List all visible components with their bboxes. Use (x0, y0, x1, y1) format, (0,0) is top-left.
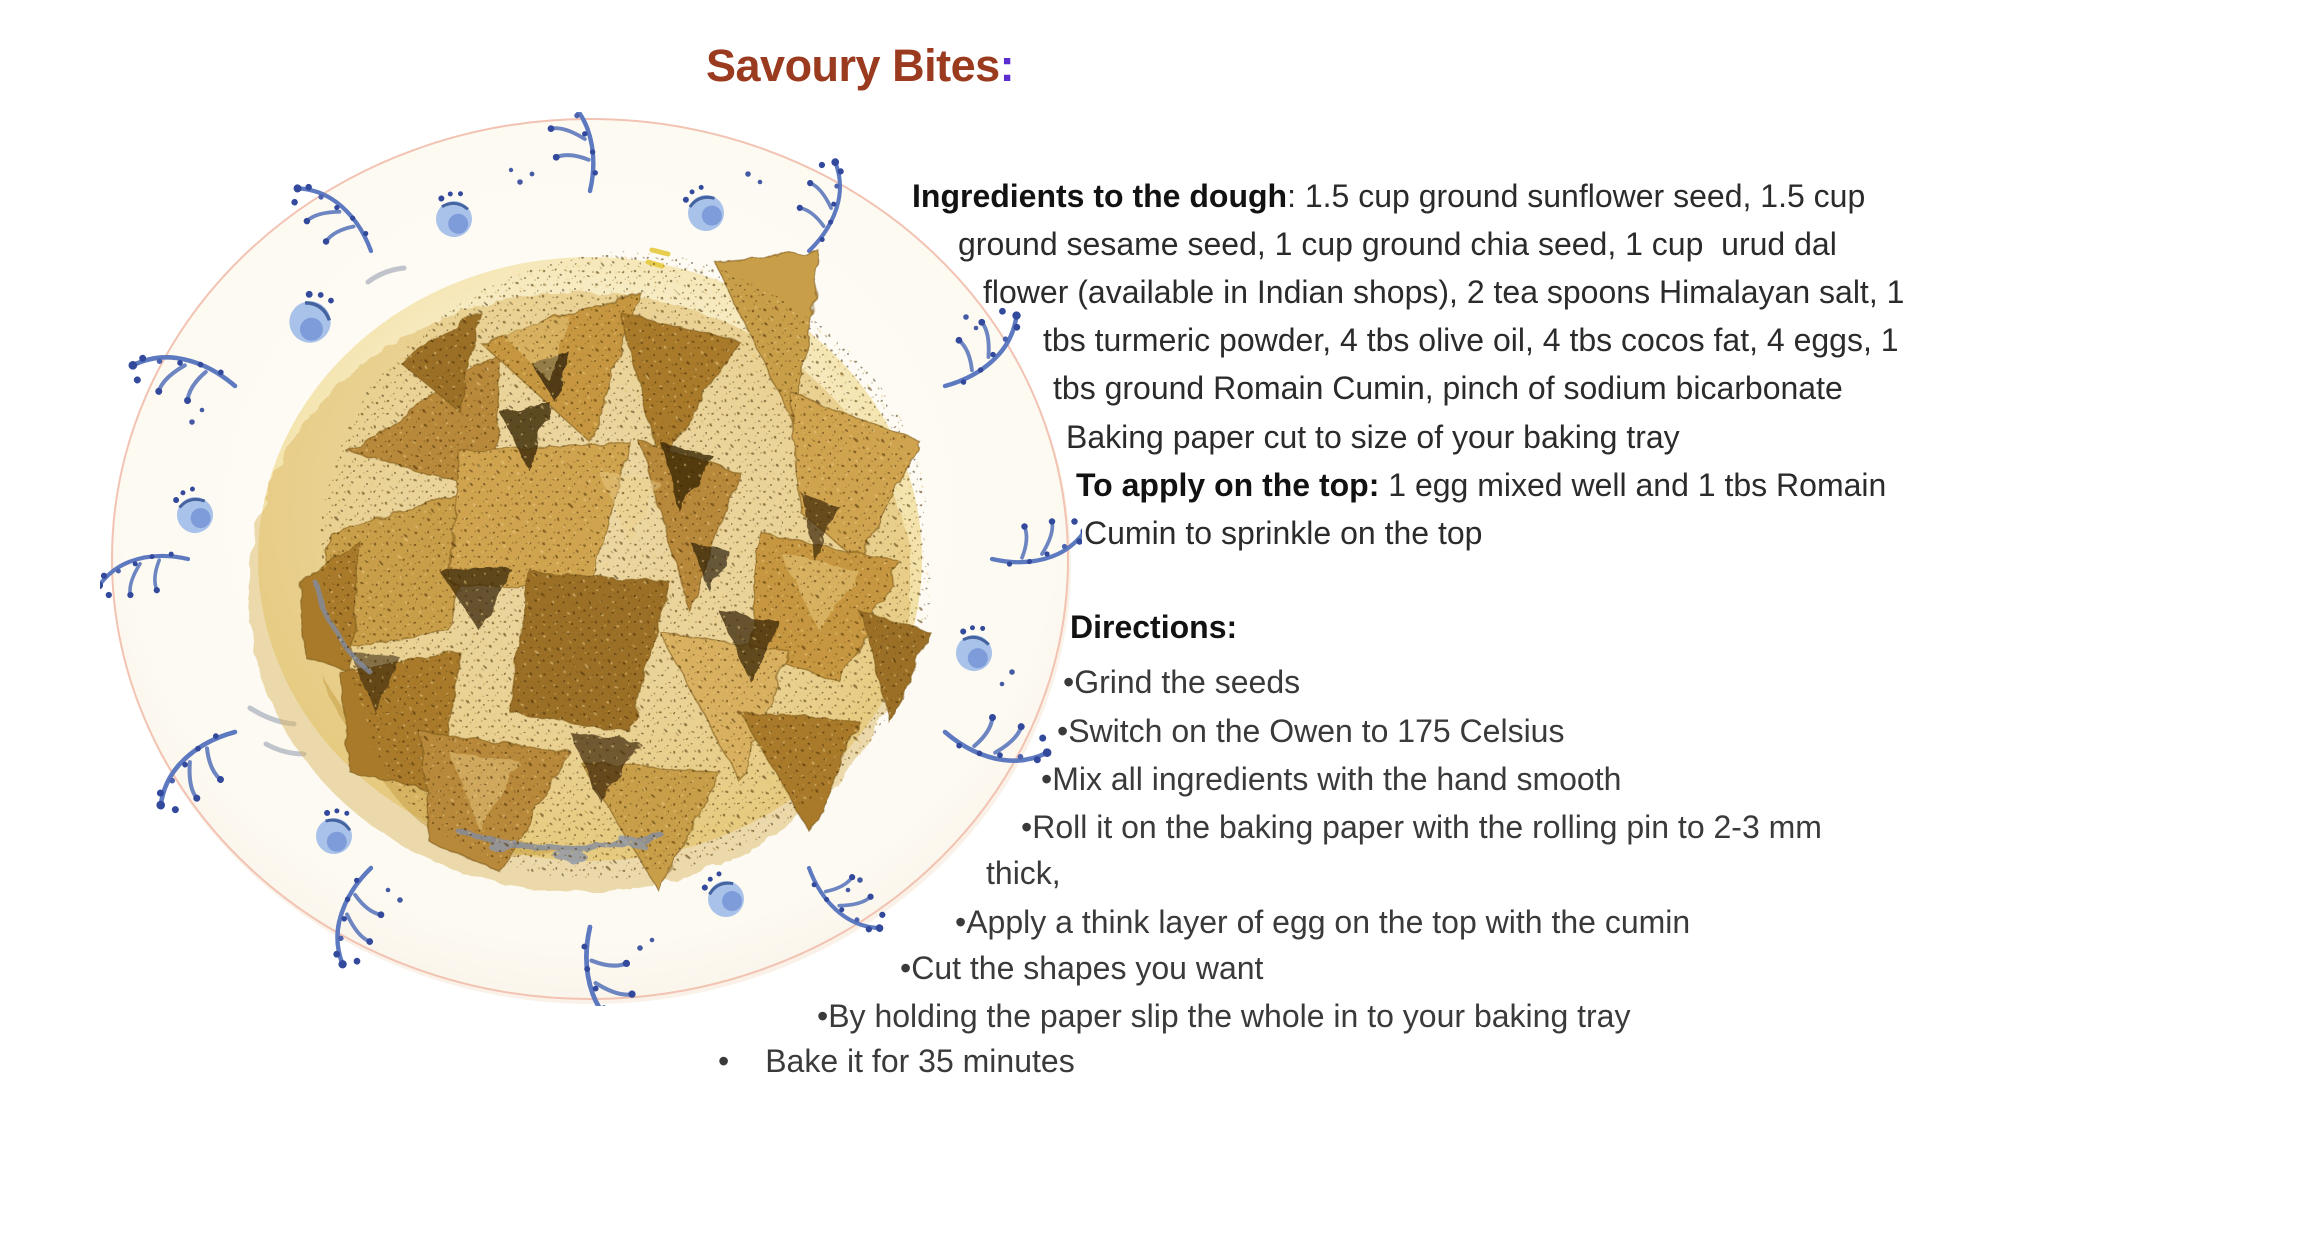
directions-heading: Directions: (1070, 609, 1238, 645)
direction-step (900, 948, 1263, 988)
page-title-text: Savoury Bites (706, 40, 1000, 91)
direction-step (1041, 759, 1621, 799)
topping-line (1076, 465, 1886, 505)
ingredients-text: tbs ground Romain Cumin, pinch of sodium bicarbonate (1053, 370, 1843, 406)
ingredients-text: ground sesame seed, 1 cup ground chia seed, 1 cup urud dal (958, 226, 1837, 262)
step-text: Switch on the Owen to 175 Celsius (1068, 713, 1565, 749)
topping-heading: To apply on the top: (1076, 467, 1380, 503)
step-text: Mix all ingredients with the hand smooth (1052, 761, 1622, 797)
plate-photo (100, 112, 1082, 1006)
bullet-glyph: • (1041, 761, 1053, 797)
page-title-colon: : (999, 40, 1015, 91)
ingredients-line (983, 272, 1904, 312)
ingredients-text: Baking paper cut to size of your baking tray (1066, 419, 1680, 455)
bullet-glyph: • (1063, 664, 1075, 700)
direction-step (817, 996, 1630, 1036)
topping-line (1084, 513, 1482, 553)
step-text: Cut the shapes you want (911, 950, 1264, 986)
bullet-glyph: • (1057, 713, 1069, 749)
ingredients-text: : 1.5 cup ground sunflower seed, 1.5 cup (1287, 178, 1866, 214)
bullet-glyph: • (955, 904, 967, 940)
direction-step (718, 1041, 1075, 1081)
bullet-glyph: • (1021, 809, 1033, 845)
direction-step (955, 902, 1690, 942)
step-text: Apply a think layer of egg on the top with the cumin (966, 904, 1691, 940)
ingredients-line (1066, 417, 1680, 457)
directions-heading-line (1070, 607, 1237, 647)
step-text: Grind the seeds (1074, 664, 1301, 700)
ingredients-line (912, 176, 1865, 216)
direction-step (1063, 662, 1300, 702)
page-title (706, 40, 1014, 92)
step-text: By holding the paper slip the whole in to your baking tray (828, 998, 1631, 1034)
ingredients-heading: Ingredients to the dough (912, 178, 1288, 214)
step-text: Bake it for 35 minutes (765, 1043, 1075, 1079)
ingredients-line (958, 224, 1837, 264)
ingredients-line (1053, 368, 1843, 408)
step-text: Roll it on the baking paper with the rolling pin to 2-3 mm (1032, 809, 1822, 845)
direction-step (1021, 807, 1822, 847)
ingredients-line (1043, 320, 1899, 360)
bullet-glyph: • (817, 998, 829, 1034)
bullet-glyph: • (718, 1043, 730, 1079)
step-text: thick, (986, 855, 1061, 891)
direction-step (1057, 711, 1564, 751)
direction-step-continuation (986, 853, 1061, 893)
ingredients-text: flower (available in Indian shops), 2 tea spoons Himalayan salt, 1 (983, 274, 1905, 310)
ingredients-text: tbs turmeric powder, 4 tbs olive oil, 4 tbs cocos fat, 4 eggs, 1 (1043, 322, 1899, 358)
topping-text: Cumin to sprinkle on the top (1084, 515, 1483, 551)
plate-of-savoury-bites-image (100, 112, 1082, 1006)
topping-text: 1 egg mixed well and 1 tbs Romain (1379, 467, 1887, 503)
bullet-glyph: • (900, 950, 912, 986)
